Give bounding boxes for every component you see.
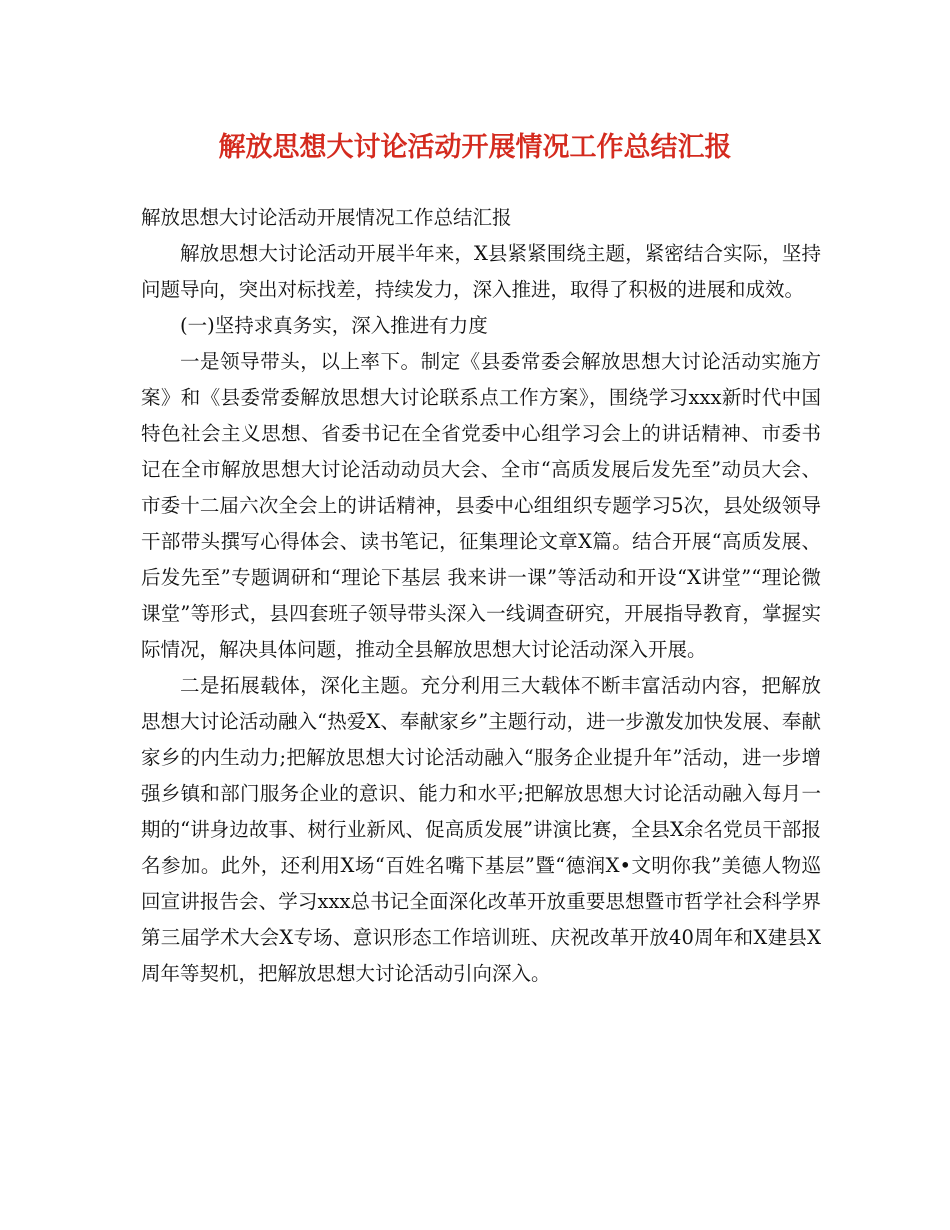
paragraph-intro: 解放思想大讨论活动开展半年来，X县紧紧围绕主题，紧密结合实际，坚持问题导向，突出对标找差，持续发力，深入推进，取得了积极的进展和成效。 — [141, 242, 821, 301]
section-heading-1: (一)坚持求真务实，深入推进有力度 — [180, 314, 488, 337]
paragraph-point-2: 二是拓展载体，深化主题。充分利用三大载体不断丰富活动内容，把解放思想大讨论活动融入“热爱X、奉献家乡”主题行动，进一步激发加快发展、奉献家乡的内生动力;把解放思想大讨论活动融入“服务企业提升年”活动，进一步增强乡镇和部门服务企业的意识、能力和水平;把解放思想大讨论活动融入每月一期的“讲身边故事、树行业新风、促高质发展”讲演比赛，全县X余名党员干部报名参加。此外，还利用X场“百姓名嘴下基层”暨“德润X•文明你我”美德人物巡回宣讲报告会、学习xxx总书记全面深化改革开放重要思想暨市哲学社会科学界第三届学术大会X专场、意识形态工作培训班、庆祝改革开放40周年和X建县X周年等契机，把解放思想大讨论活动引向深入。 — [141, 674, 821, 985]
document-body — [141, 200, 821, 992]
body-heading: 解放思想大讨论活动开展情况工作总结汇报 — [141, 206, 512, 229]
paragraph-point-1: 一是领导带头，以上率下。制定《县委常委会解放思想大讨论活动实施方案》和《县委常委解放思想大讨论联系点工作方案》，围绕学习xxx新时代中国特色社会主义思想、省委书记在全省党委中心组学习会上的讲话精神、市委书记在全市解放思想大讨论活动动员大会、全市“高质发展后发先至”动员大会、市委十二届六次全会上的讲话精神，县委中心组组织专题学习5次，县处级领导干部带头撰写心得体会、读书笔记，征集理论文章X篇。结合开展“高质发展、后发先至”专题调研和“理论下基层 我来讲一课”等活动和开设“X讲堂”“理论微课堂”等形式，县四套班子领导带头深入一线调查研究，开展指导教育，掌握实际情况，解决具体问题，推动全县解放思想大讨论活动深入开展。 — [141, 350, 821, 661]
document-title: 解放思想大讨论活动开展情况工作总结汇报 — [218, 132, 732, 163]
